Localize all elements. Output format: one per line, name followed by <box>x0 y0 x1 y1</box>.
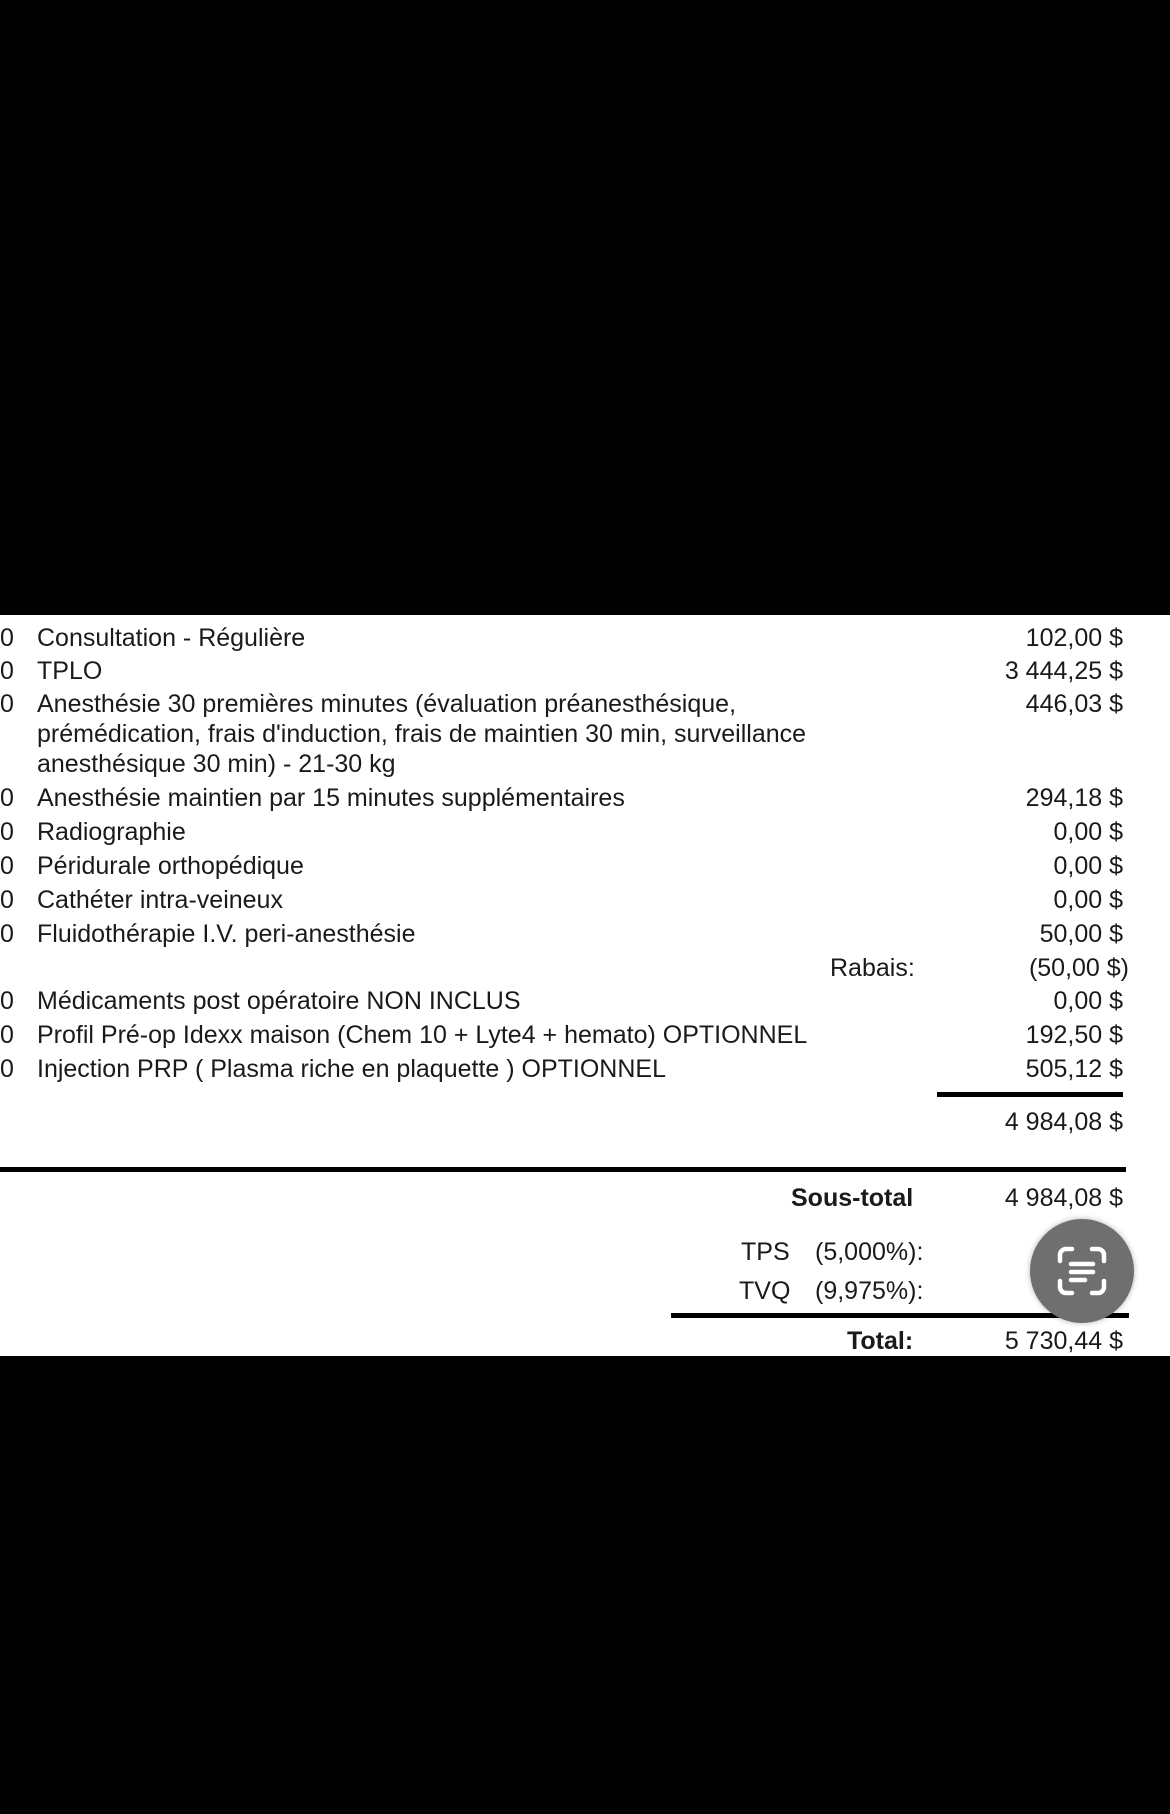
group-total-rule <box>937 1092 1123 1097</box>
item-desc: Injection PRP ( Plasma riche en plaquette ) OPTIONNEL <box>37 1055 666 1083</box>
item-amount: 102,00 $ <box>1025 624 1123 652</box>
group-total-amount: 4 984,08 $ <box>1004 1108 1123 1136</box>
discount-label: Rabais: <box>830 954 915 982</box>
text-scan-button[interactable] <box>1030 1219 1134 1323</box>
tps-rate: (5,000%): <box>815 1238 924 1266</box>
item-amount: 446,03 $ <box>1025 690 1123 718</box>
section-divider <box>0 1167 1126 1172</box>
item-amount: 0,00 $ <box>1053 852 1123 880</box>
text-scan-icon <box>1052 1241 1112 1301</box>
tvq-label: TVQ <box>739 1277 791 1305</box>
item-desc: Cathéter intra-veineux <box>37 886 283 914</box>
item-desc: Anesthésie maintien par 15 minutes supplémentaires <box>37 784 625 812</box>
item-qty: 0 <box>0 987 14 1015</box>
item-qty: 0 <box>0 657 14 685</box>
item-qty: 0 <box>0 818 14 846</box>
item-amount: 192,50 $ <box>1025 1021 1123 1049</box>
item-amount: 3 444,25 $ <box>1004 657 1123 685</box>
item-qty: 0 <box>0 920 14 948</box>
item-amount: 505,12 $ <box>1025 1055 1123 1083</box>
item-amount: 50,00 $ <box>1039 920 1123 948</box>
item-qty: 0 <box>0 624 14 652</box>
item-desc: Péridurale orthopédique <box>37 852 304 880</box>
item-qty: 0 <box>0 886 14 914</box>
item-desc: Consultation - Régulière <box>37 624 306 652</box>
item-qty: 0 <box>0 784 14 812</box>
item-desc: TPLO <box>37 657 103 685</box>
discount-amount: (50,00 $) <box>1028 954 1129 982</box>
item-desc: Profil Pré-op Idexx maison (Chem 10 + Lyte4 + hemato) OPTIONNEL <box>37 1021 808 1049</box>
item-amount: 0,00 $ <box>1053 886 1123 914</box>
item-amount: 0,00 $ <box>1053 987 1123 1015</box>
subtotal-amount: 4 984,08 $ <box>1004 1184 1123 1212</box>
item-desc: Anesthésie 30 premières minutes (évaluation préanesthésique, prémédication, frais d'induction, frais de maintien 30 min, surveillance anesthésique 30 min) - 21-30 kg <box>37 690 807 778</box>
item-desc: Médicaments post opératoire NON INCLUS <box>37 987 521 1015</box>
invoice-document <box>0 615 1170 1356</box>
total-label: Total: <box>847 1327 914 1355</box>
tps-label: TPS <box>741 1238 790 1266</box>
tvq-rate: (9,975%): <box>815 1277 924 1305</box>
item-qty: 0 <box>0 1021 14 1049</box>
subtotal-label: Sous-total <box>791 1184 914 1212</box>
item-amount: 294,18 $ <box>1025 784 1123 812</box>
item-qty: 0 <box>0 690 14 718</box>
item-qty: 0 <box>0 1055 14 1083</box>
item-qty: 0 <box>0 852 14 880</box>
item-desc: Fluidothérapie I.V. peri-anesthésie <box>37 920 416 948</box>
item-amount: 0,00 $ <box>1053 818 1123 846</box>
total-amount: 5 730,44 $ <box>1004 1327 1123 1355</box>
item-desc: Radiographie <box>37 818 186 846</box>
